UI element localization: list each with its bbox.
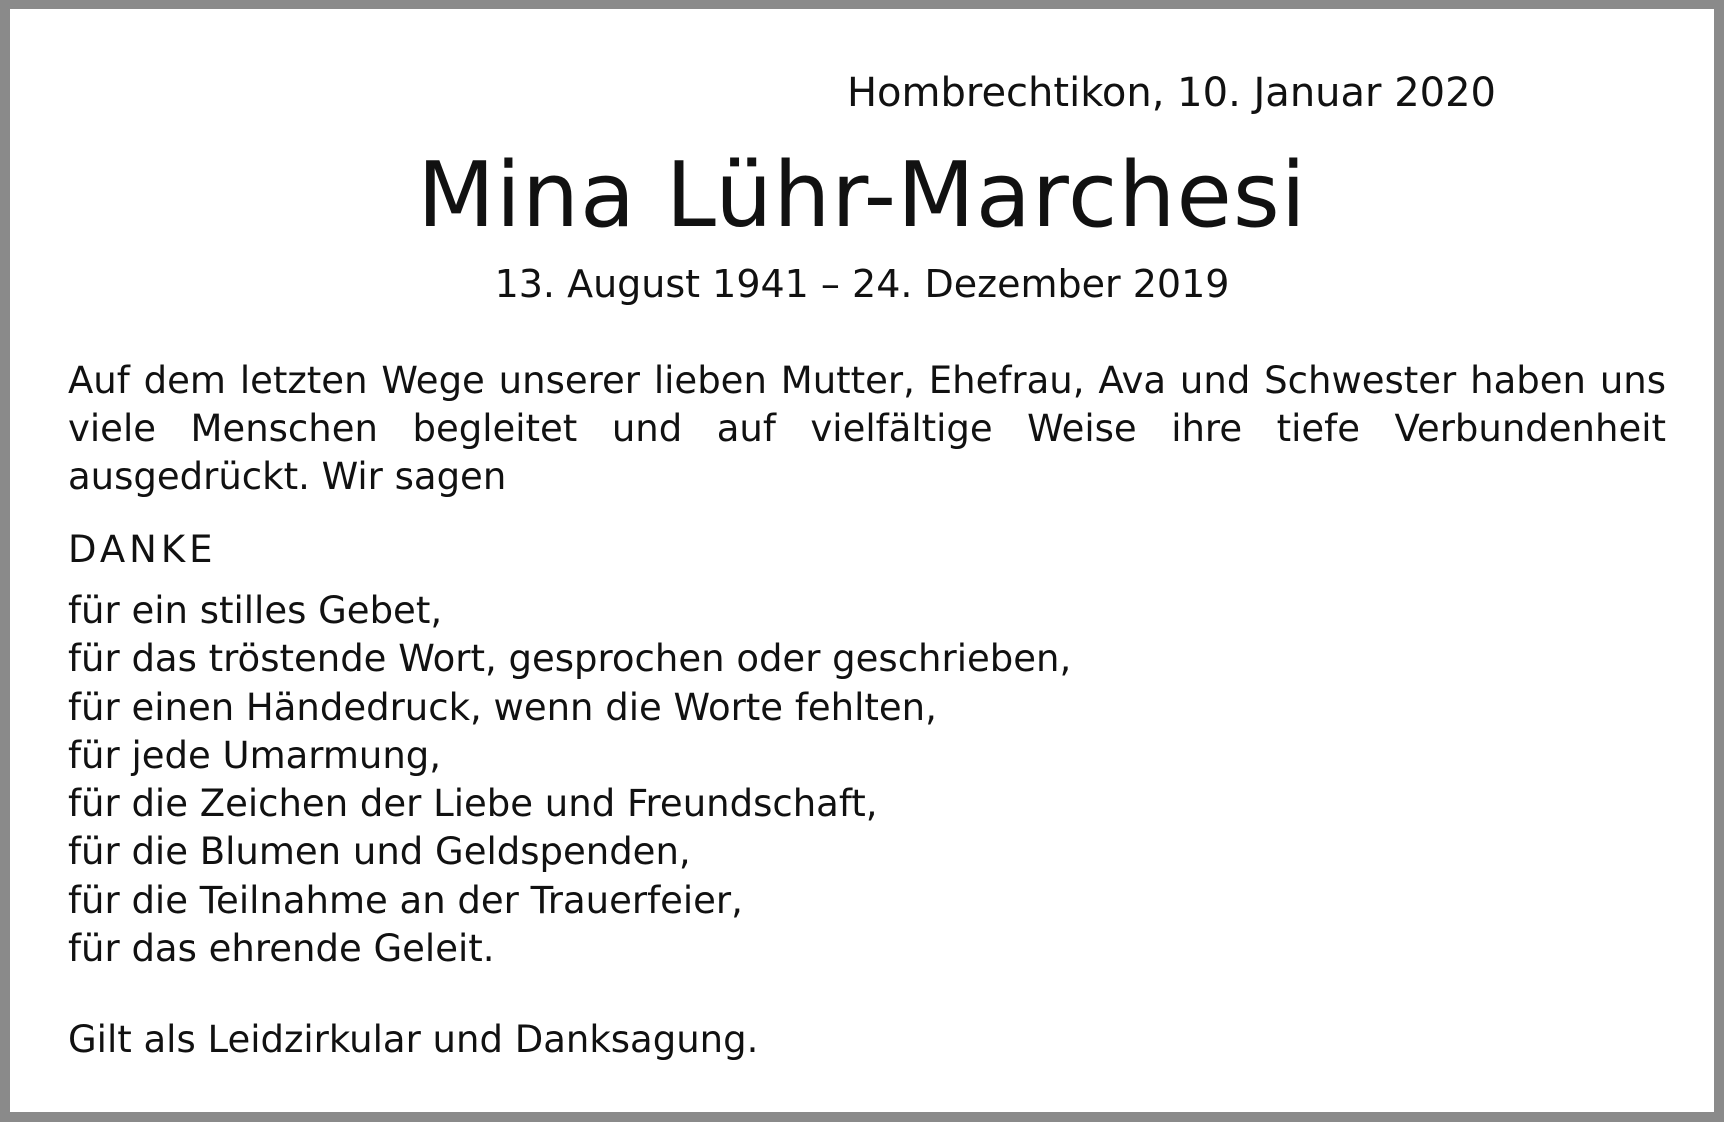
thanks-line: für einen Händedruck, wenn die Worte fehlten,	[68, 685, 937, 729]
place-and-date: Hombrechtikon, 10. Januar 2020	[846, 70, 1496, 116]
thanks-list	[68, 587, 1666, 973]
thanks-line: für das tröstende Wort, gesprochen oder geschrieben,	[68, 637, 1072, 681]
thanks-line: für ein stilles Gebet,	[68, 589, 443, 632]
thanks-line: für die Zeichen der Liebe und Freundschaft,	[68, 782, 878, 826]
intro-paragraph: Auf dem letzten Wege unserer lieben Mutter, Ehefrau, Ava und Schwester haben uns viele Menschen begleitet und auf vielfältige Weise ihre tiefe Verbundenheit ausgedrückt. Wir sagen	[68, 359, 1666, 498]
thanks-heading: DANKE	[68, 528, 217, 571]
thanks-line: für das ehrende Geleit.	[68, 927, 495, 971]
thanks-line: für die Teilnahme an der Trauerfeier,	[68, 878, 743, 922]
thanks-line: für die Blumen und Geldspenden,	[68, 830, 691, 874]
thanks-line: für jede Umarmung,	[68, 733, 442, 777]
deceased-name: Mina Lühr-Marchesi	[417, 143, 1307, 248]
life-dates: 13. August 1941 – 24. Dezember 2019	[494, 262, 1230, 306]
closing-line: Gilt als Leidzirkular und Danksagung.	[68, 1018, 759, 1061]
